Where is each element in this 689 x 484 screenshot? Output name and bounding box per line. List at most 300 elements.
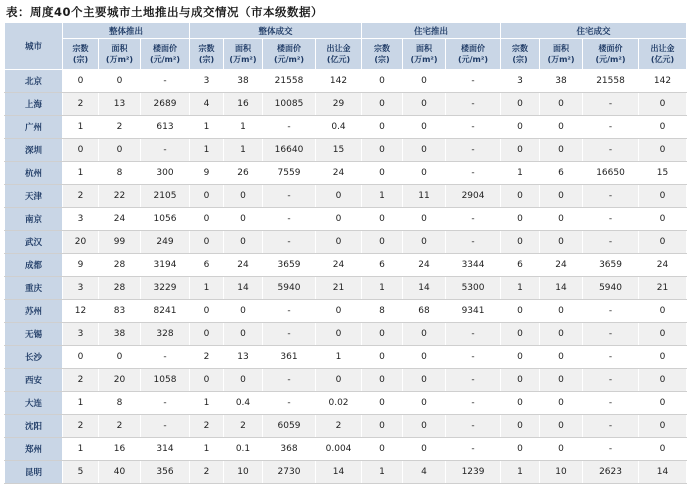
data-cell: - [446,70,501,93]
table-row [5,277,687,300]
table-row [5,346,687,369]
data-cell: 0 [362,70,403,93]
data-cell: 0.4 [316,116,362,139]
column-header [501,39,540,70]
data-cell: 0 [501,185,540,208]
data-cell: 83 [99,300,141,323]
data-cell: 3659 [263,254,316,277]
column-header-label: 面积 [111,44,128,53]
data-cell: - [263,369,316,392]
data-cell: 3 [63,277,99,300]
data-cell: 0 [190,300,224,323]
data-cell: 0 [224,323,263,346]
data-cell: 0 [639,369,687,392]
data-cell: - [141,415,190,438]
column-header-label: 面积 [235,44,251,53]
column-header-unit: (元/m²) [595,55,626,64]
data-cell: 6 [540,162,583,185]
data-cell: 4 [403,461,446,484]
data-cell: 99 [99,231,141,254]
column-header-unit: (宗) [198,55,215,64]
data-cell: 0 [362,323,403,346]
table-row [5,300,687,323]
city-cell: 大连 [5,392,63,415]
data-cell: 12 [63,300,99,323]
column-header-label: 出让金 [650,44,675,53]
data-cell: 0 [403,139,446,162]
data-cell: - [263,231,316,254]
data-cell: 16 [224,93,263,116]
data-cell: 0 [403,369,446,392]
data-cell: 38 [99,323,141,346]
data-cell: 40 [99,461,141,484]
column-header [99,39,141,70]
group-header-overall-supply: 整体推出 [63,23,190,39]
data-cell: 0 [316,369,362,392]
data-cell: 0 [403,93,446,116]
data-cell: 0 [362,392,403,415]
data-cell: 0 [540,369,583,392]
data-cell: 21 [316,277,362,300]
data-cell: 15 [639,162,687,185]
city-cell: 天津 [5,185,63,208]
data-cell: 16650 [583,162,639,185]
data-cell: 10 [224,461,263,484]
data-cell: 0 [403,208,446,231]
data-cell: 8 [362,300,403,323]
data-cell: 0 [639,300,687,323]
data-cell: - [583,300,639,323]
data-cell: 0 [403,231,446,254]
data-cell: - [263,116,316,139]
data-cell: - [583,93,639,116]
data-cell: 2623 [583,461,639,484]
data-cell: 0 [99,70,141,93]
data-cell: 2 [190,415,224,438]
data-cell: 0 [639,231,687,254]
column-header [141,39,190,70]
data-cell: 300 [141,162,190,185]
data-cell: 1 [63,162,99,185]
data-cell: 1 [362,185,403,208]
data-cell: 0 [540,392,583,415]
data-cell: 0 [99,139,141,162]
data-cell: 1 [224,116,263,139]
data-cell: 314 [141,438,190,461]
data-cell: 0 [639,208,687,231]
data-cell: 0 [540,300,583,323]
data-cell: 0 [501,415,540,438]
data-cell: 10085 [263,93,316,116]
column-header-unit: (万m²) [105,55,134,64]
data-cell: 2105 [141,185,190,208]
data-cell: 1 [501,277,540,300]
column-header [446,39,501,70]
table-row [5,162,687,185]
data-cell: 0 [224,185,263,208]
data-cell: 2 [224,415,263,438]
data-cell: - [583,231,639,254]
city-column-header: 城市 [5,23,63,70]
data-cell: 1 [190,116,224,139]
data-cell: 1 [190,139,224,162]
data-cell: 2730 [263,461,316,484]
data-cell: 0 [316,185,362,208]
data-cell: 0.1 [224,438,263,461]
data-cell: 0.02 [316,392,362,415]
data-cell: 0 [540,139,583,162]
table-title: 表：周度40个主要城市土地推出与成交情况（市本级数据） [6,5,324,19]
data-cell: 0 [362,116,403,139]
data-cell: 14 [639,461,687,484]
data-cell: 29 [316,93,362,116]
data-cell: 21558 [263,70,316,93]
data-cell: - [583,438,639,461]
data-cell: 328 [141,323,190,346]
data-cell: 21558 [583,70,639,93]
data-cell: 5300 [446,277,501,300]
data-cell: 14 [224,277,263,300]
column-header [63,39,99,70]
data-cell: 361 [263,346,316,369]
data-cell: 0 [362,139,403,162]
column-header-unit: (元/m²) [273,55,305,64]
data-cell: - [446,162,501,185]
column-header-unit: (万m²) [547,55,575,64]
data-cell: 3 [63,208,99,231]
data-cell: 0 [639,346,687,369]
data-cell: - [583,346,639,369]
data-cell: - [583,392,639,415]
data-cell: - [446,415,501,438]
data-cell: 38 [224,70,263,93]
data-cell: - [141,392,190,415]
data-cell: 3 [63,323,99,346]
data-cell: 0 [224,300,263,323]
data-cell: 0 [190,185,224,208]
data-cell: 2 [63,369,99,392]
data-cell: 0 [540,208,583,231]
data-cell: 0 [362,162,403,185]
column-header-label: 面积 [553,44,570,53]
data-cell: 1 [362,277,403,300]
column-header-unit: (元/m²) [149,55,181,64]
data-cell: 0 [501,231,540,254]
data-cell: 8241 [141,300,190,323]
data-cell: 3229 [141,277,190,300]
data-cell: 24 [316,162,362,185]
data-cell: 1 [63,116,99,139]
data-cell: 14 [316,461,362,484]
data-cell: 0 [224,231,263,254]
data-cell: 0 [362,346,403,369]
data-cell: 0 [362,231,403,254]
data-cell: 0 [316,231,362,254]
data-cell: 0 [63,139,99,162]
data-cell: 10 [540,461,583,484]
data-cell: 0 [224,208,263,231]
city-cell: 苏州 [5,300,63,323]
city-cell: 南京 [5,208,63,231]
data-cell: 8 [99,162,141,185]
data-cell: 9 [190,162,224,185]
city-cell: 重庆 [5,277,63,300]
data-cell: 0 [540,415,583,438]
data-cell: 0 [639,415,687,438]
data-cell: 0 [190,231,224,254]
data-cell: 0.004 [316,438,362,461]
city-cell: 武汉 [5,231,63,254]
data-cell: 7559 [263,162,316,185]
data-cell: 24 [403,254,446,277]
data-cell: 3344 [446,254,501,277]
data-cell: - [446,116,501,139]
data-cell: 0 [190,323,224,346]
table-row [5,116,687,139]
data-cell: 1056 [141,208,190,231]
data-cell: 14 [403,277,446,300]
data-cell: - [263,185,316,208]
data-cell: - [141,139,190,162]
data-cell: 356 [141,461,190,484]
data-cell: 0 [362,369,403,392]
column-header [263,39,316,70]
data-cell: 1 [190,438,224,461]
city-cell: 杭州 [5,162,63,185]
data-cell: 24 [540,254,583,277]
data-cell: - [446,438,501,461]
data-cell: 6 [190,254,224,277]
data-cell: - [583,185,639,208]
data-cell: - [446,369,501,392]
data-cell: 38 [540,70,583,93]
column-header [583,39,639,70]
data-cell: 13 [99,93,141,116]
data-cell: 0 [501,116,540,139]
data-cell: - [446,93,501,116]
data-cell: 1 [501,461,540,484]
data-cell: 24 [639,254,687,277]
data-cell: 2 [316,415,362,438]
data-cell: 2 [99,116,141,139]
data-cell: - [583,116,639,139]
data-cell: 9 [63,254,99,277]
data-cell: 1 [501,162,540,185]
data-cell: 0 [501,346,540,369]
column-header-label: 楼面价 [153,44,177,53]
data-cell: 0 [99,346,141,369]
city-cell: 无锡 [5,323,63,346]
data-cell: 0 [501,93,540,116]
data-cell: 26 [224,162,263,185]
data-cell: - [263,208,316,231]
data-cell: 2 [63,185,99,208]
data-cell: 1 [362,461,403,484]
data-cell: 0 [190,369,224,392]
table-row [5,392,687,415]
data-cell: 0 [639,185,687,208]
group-header-residential-deals: 住宅成交 [501,23,687,39]
data-cell: 1239 [446,461,501,484]
column-header-unit: (宗) [374,55,390,64]
table-row [5,415,687,438]
data-cell: 0 [224,369,263,392]
data-cell: 0 [190,208,224,231]
column-header-label: 楼面价 [277,44,301,53]
data-cell: 0 [63,70,99,93]
data-cell: - [446,323,501,346]
data-cell: 0 [501,392,540,415]
table-row [5,231,687,254]
data-cell: 28 [99,277,141,300]
data-cell: 0 [63,346,99,369]
column-header [362,39,403,70]
table-row [5,139,687,162]
column-header-label: 楼面价 [461,44,486,53]
column-header-unit: (亿元) [650,55,675,64]
data-cell: 0 [316,300,362,323]
column-header-unit: (宗) [72,55,89,64]
data-cell: 0 [639,93,687,116]
data-cell: 0 [362,415,403,438]
column-header-unit: (万m²) [229,55,257,64]
data-cell: 2904 [446,185,501,208]
column-header [190,39,224,70]
data-cell: 0 [639,323,687,346]
data-cell: 24 [224,254,263,277]
data-cell: 3 [501,70,540,93]
data-cell: 1 [224,139,263,162]
data-cell: 1 [190,392,224,415]
data-cell: 0 [639,116,687,139]
table-row [5,438,687,461]
table-row [5,185,687,208]
data-cell: 0 [403,162,446,185]
data-cell: - [263,323,316,346]
data-cell: 3 [190,70,224,93]
data-cell: 9341 [446,300,501,323]
table-row [5,70,687,93]
data-cell: 0 [639,392,687,415]
table-row [5,208,687,231]
column-header-label: 宗数 [198,44,215,53]
data-cell: 0 [403,323,446,346]
data-cell: 142 [639,70,687,93]
table-row [5,461,687,484]
data-cell: 0 [540,438,583,461]
data-cell: 4 [190,93,224,116]
data-cell: 68 [403,300,446,323]
data-cell: - [263,392,316,415]
data-cell: 16640 [263,139,316,162]
data-cell: 22 [99,185,141,208]
column-header-unit: (元/m²) [457,55,489,64]
data-cell: 0 [362,208,403,231]
data-cell: 0 [501,369,540,392]
data-cell: 0 [403,438,446,461]
data-cell: 5 [63,461,99,484]
data-cell: 0 [540,323,583,346]
table-row [5,323,687,346]
data-cell: 2689 [141,93,190,116]
data-cell: - [446,231,501,254]
data-cell: 0 [639,139,687,162]
column-header-label: 出让金 [326,44,351,53]
data-cell: 1058 [141,369,190,392]
data-cell: 6 [362,254,403,277]
data-cell: 142 [316,70,362,93]
data-cell: 0 [403,70,446,93]
data-cell: 0 [540,116,583,139]
data-cell: - [446,346,501,369]
data-cell: 0 [501,300,540,323]
table-row [5,369,687,392]
data-cell: 2 [99,415,141,438]
data-cell: - [446,392,501,415]
data-cell: 20 [63,231,99,254]
data-cell: 1 [63,392,99,415]
data-cell: 14 [540,277,583,300]
data-cell: 613 [141,116,190,139]
data-cell: 6059 [263,415,316,438]
data-cell: 2 [63,93,99,116]
column-header-unit: (万m²) [410,55,438,64]
data-cell: 5940 [263,277,316,300]
data-cell: 2 [63,415,99,438]
city-cell: 成都 [5,254,63,277]
data-cell: 11 [403,185,446,208]
table-row [5,93,687,116]
data-cell: 6 [501,254,540,277]
column-header-label: 楼面价 [598,44,623,53]
data-cell: 5940 [583,277,639,300]
data-cell: 0 [316,323,362,346]
data-cell: 24 [99,208,141,231]
column-header [403,39,446,70]
data-cell: 0 [501,139,540,162]
data-cell: 1 [190,277,224,300]
city-cell: 广州 [5,116,63,139]
data-cell: - [583,208,639,231]
data-cell: - [583,139,639,162]
data-cell: 0 [639,438,687,461]
data-cell: 0 [540,185,583,208]
data-cell: 3194 [141,254,190,277]
data-cell: 0 [403,116,446,139]
data-cell: - [263,300,316,323]
data-cell: 0 [316,208,362,231]
column-header [639,39,687,70]
column-header [224,39,263,70]
table-row [5,254,687,277]
data-cell: 0 [362,438,403,461]
data-cell: - [141,346,190,369]
group-header-residential-supply: 住宅推出 [362,23,501,39]
data-cell: 20 [99,369,141,392]
data-cell: 8 [99,392,141,415]
column-header-label: 宗数 [512,44,529,53]
data-cell: 13 [224,346,263,369]
data-cell: 249 [141,231,190,254]
column-header-unit: (宗) [512,55,528,64]
land-data-table [4,22,687,484]
data-cell: 21 [639,277,687,300]
data-cell: 3659 [583,254,639,277]
column-header-label: 面积 [416,44,433,53]
data-cell: 2 [190,461,224,484]
data-cell: 15 [316,139,362,162]
data-cell: 0 [362,93,403,116]
